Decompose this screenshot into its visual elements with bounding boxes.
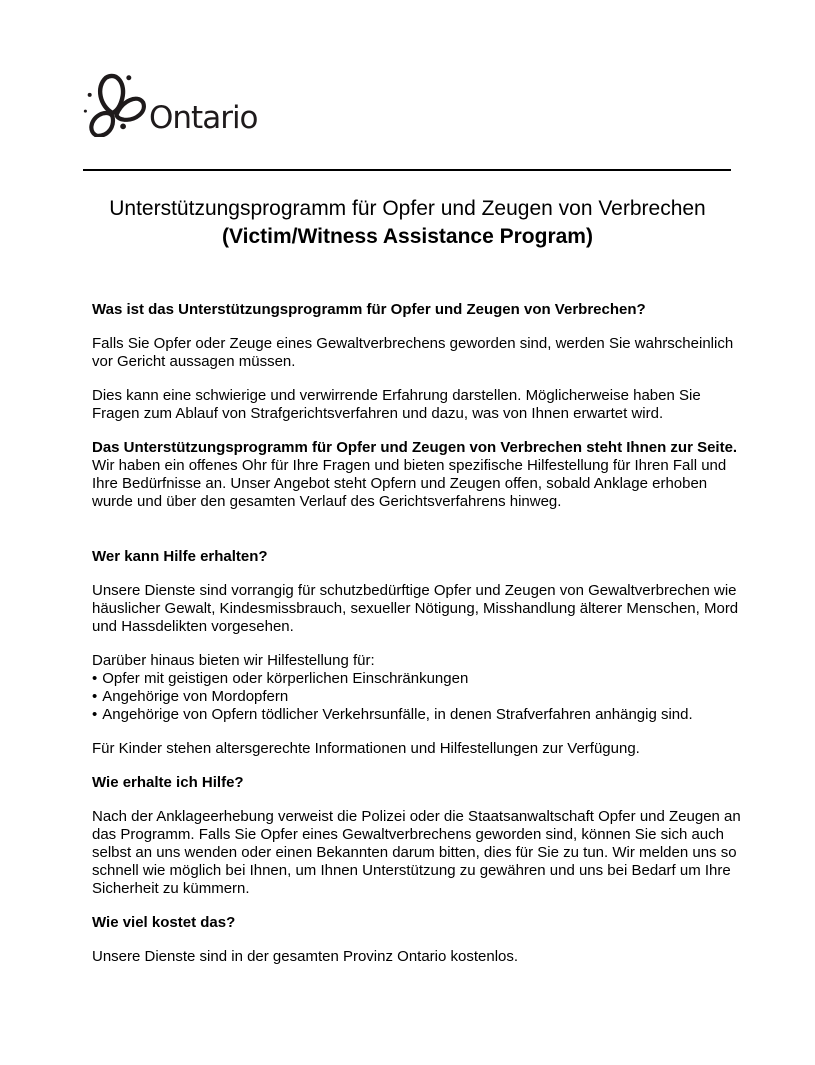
paragraph-cost-1: Unsere Dienste sind in der gesamten Provinz Ontario kostenlos.	[92, 948, 519, 965]
section-heading-cost: Wie viel kostet das?	[92, 914, 236, 931]
paragraph-who-2: Für Kinder stehen altersgerechte Informationen und Hilfestellungen zur Verfügung.	[92, 740, 640, 757]
document-title-german: Unterstützungsprogramm für Opfer und Zeugen von Verbrechen	[109, 197, 706, 220]
bullet-item-text: Angehörige von Opfern tödlicher Verkehrsunfälle, in denen Strafverfahren anhängig sind.	[102, 706, 693, 723]
section-heading-what: Was ist das Unterstützungsprogramm für Opfer und Zeugen von Verbrechen?	[92, 301, 646, 318]
document-title	[0, 195, 815, 251]
paragraph-what-3-bold-lead: Das Unterstützungsprogramm für Opfer und Zeugen von Verbrechen steht Ihnen zur Seite.	[92, 439, 738, 456]
eligibility-bullet-list	[92, 652, 744, 724]
paragraph-who-1: Unsere Dienste sind vorrangig für schutzbedürftige Opfer und Zeugen von Gewaltverbrechen wie häuslicher Gewalt, Kindesmissbrauch, sexueller Nötigung, Misshandlung älterer Menschen, Mord und Hassdelikten vorgesehen.	[92, 582, 739, 635]
paragraph-what-1: Falls Sie Opfer oder Zeuge eines Gewaltverbrechens geworden sind, werden Sie wahrscheinlich vor Gericht aussagen müssen.	[92, 335, 734, 370]
document-body	[92, 301, 744, 966]
bullet-icon: •	[92, 706, 98, 723]
section-heading-how: Wie erhalte ich Hilfe?	[92, 774, 244, 791]
bullet-item-text: Angehörige von Mordopfern	[102, 688, 289, 705]
paragraph-what-3	[92, 439, 744, 511]
bullet-item	[92, 688, 744, 706]
document-title-english: (Victim/Witness Assistance Program)	[222, 225, 593, 248]
section-heading-who: Wer kann Hilfe erhalten?	[92, 548, 268, 565]
paragraph-how-1: Nach der Anklageerhebung verweist die Polizei oder die Staatsanwaltschaft Opfer und Zeugen an das Programm. Falls Sie Opfer eines Gewaltverbrechens geworden sind, können Sie sich auch selbst an uns wenden oder einen Bekannten darum bitten, dies für Sie zu tun. Wir melden uns so schnell wie möglich bei Ihnen, um Ihnen Unterstützung zu gewähren und uns bei Bedarf um Ihre Sicherheit zu kümmern.	[92, 808, 741, 897]
bullet-icon: •	[92, 688, 98, 705]
trillium-flower-icon	[83, 70, 146, 137]
bullet-item-text: Opfer mit geistigen oder körperlichen Einschränkungen	[102, 670, 469, 687]
bullet-list-intro: Darüber hinaus bieten wir Hilfestellung für:	[92, 652, 375, 669]
ontario-wordmark: Ontario	[149, 100, 258, 136]
bullet-item	[92, 706, 744, 724]
bullet-item	[92, 670, 744, 688]
ontario-logo	[83, 0, 815, 137]
paragraph-what-2: Dies kann eine schwierige und verwirrende Erfahrung darstellen. Möglicherweise haben Sie Fragen zum Ablauf von Strafgerichtsverfahren und dazu, was von Ihnen erwartet wird.	[92, 387, 701, 422]
paragraph-what-3-rest: Wir haben ein offenes Ohr für Ihre Fragen und bieten spezifische Hilfestellung für Ihren Fall und Ihre Bedürfnisse an. Unser Angebot steht Opfern und Zeugen offen, sobald Anklage erhoben wurde und über den gesamten Verlauf des Gerichtsverfahrens hinweg.	[92, 457, 727, 510]
bullet-icon: •	[92, 670, 98, 687]
header-divider	[83, 169, 731, 171]
